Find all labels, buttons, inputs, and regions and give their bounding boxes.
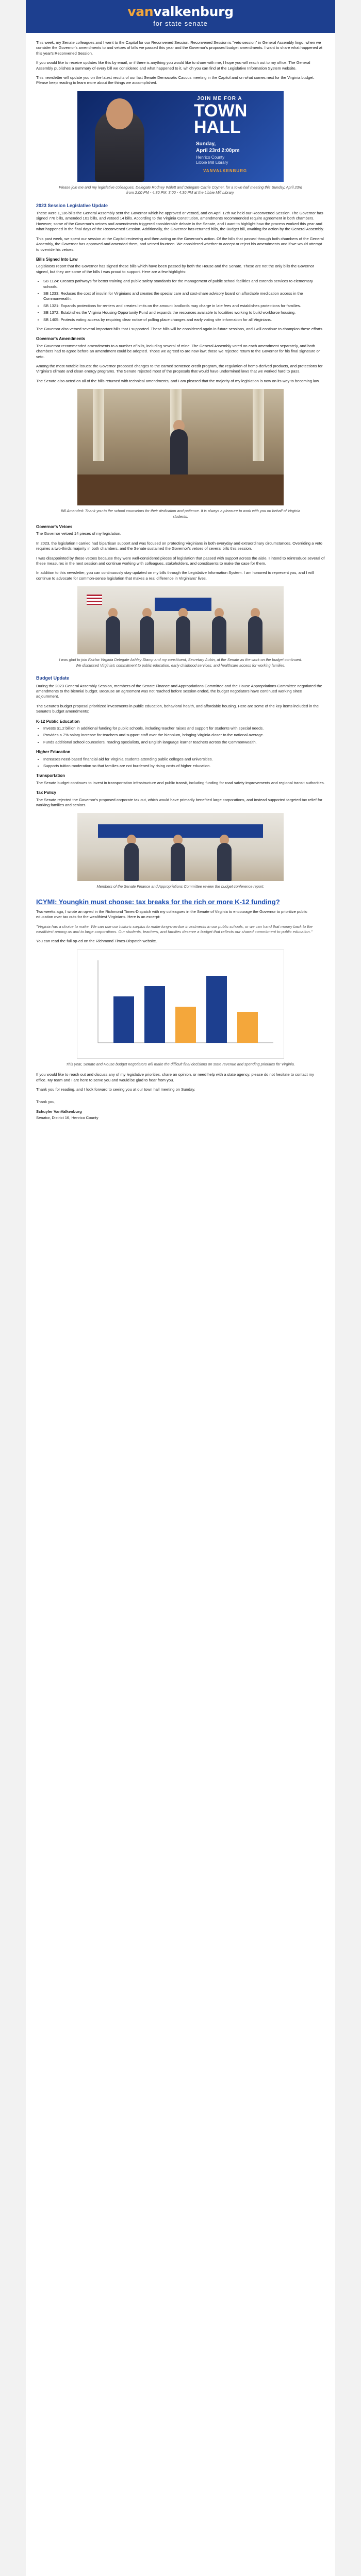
amendments-paragraph-1: The Governor recommended amendments to a number of bills, including several of mine. The General Assembly voted on each amendment separately, and both chambers had to agree before an amendment could be adopted. Those we agreed to are now law; those we rejected return to the Governor for his final signature or veto. (36, 343, 320, 359)
bills-list (36, 279, 325, 323)
meeting-photo-caption: I was glad to join Fairfax Virginia Delegate Ashley Stamp and my constituent, Secretary Aubin, at the Senate as the work on the budget continued. We discussed Virginia's commitment to public education, early childhood services, and healthcare access for working families. (59, 657, 302, 668)
senate-desk (77, 474, 284, 505)
flyer-title-line-1: TOWN (194, 100, 248, 121)
k12-list (36, 726, 325, 745)
flyer-date-time: April 23rd 2:00pm (196, 147, 240, 154)
flyer-date (196, 141, 239, 154)
flag-image (87, 595, 102, 605)
senator-photo-head (106, 98, 133, 129)
bill-item: • SB 1124: Creates pathways for better training and public safety standards for the management of public school facilities and extends services to elementary schools. (43, 279, 325, 290)
budget-heading: Budget Update (36, 675, 69, 681)
column-left (93, 389, 104, 461)
bill-item: • SB 1321: Expands protections for renters and creates limits on the amount landlords may charge in late fees and establishes protections for families. (43, 303, 325, 309)
k12-item: • Funds additional school counselors, reading specialists, and English language learner teachers across the Commonwealth. (43, 740, 325, 745)
signoff-name-text: Schuyler VanValkenburg (36, 1109, 82, 1114)
tax-paragraph: The Senate rejected the Governor's proposed corporate tax cut, which would have primarily benefited large corporations, and instead supported targeted tax relief for working families and seniors. (36, 797, 322, 807)
budget-paragraph-1: During the 2023 General Assembly Session, members of the Senate Finance and Appropriations Committee and the House Appropriations Committee negotiated the amendments to the biennial budget. Because an agreement was not reached before session ended, the budget negotiators have continued working since adjournment. (36, 683, 322, 699)
signoff-greeting: Thank you, (36, 1099, 56, 1105)
logo-van: van (127, 4, 154, 19)
vetoes-heading: Governor's Vetoes (36, 524, 73, 530)
closing-paragraph-2: Thank you for reading, and I look forward to seeing you at our town hall meeting on Sunday. (36, 1087, 195, 1092)
higher-ed-item: • Supports tuition moderation so that families are not burdened by rising costs of higher education. (43, 764, 325, 769)
transportation-heading: Transportation (36, 773, 65, 778)
icymi-quote: "Virginia has a choice to make. We can use our historic surplus to make long-overdue investments in our public schools, or we can hand that money back to the wealthiest among us and to large corporations. Our students, teachers, and families deserve a budget that reflects our shared commitment to public education." (36, 924, 313, 935)
bill-item: • SB 1372: Establishes the Virginia Housing Opportunity Fund and expands the resources available to localities working to build workforce housing. (43, 310, 325, 315)
flyer-title (194, 100, 248, 137)
flyer-brand: VANVALKENBURG (203, 168, 248, 173)
amendments-paragraph-3: The Senate also acted on all of the bills returned with technical amendments, and I am pleased that the majority of my legislation is now on its way to becoming law. (36, 378, 320, 383)
k12-heading: K-12 Public Education (36, 719, 80, 724)
campaign-tagline: for state senate (153, 20, 208, 27)
townhall-flyer-image[interactable] (77, 91, 284, 182)
person-figure (217, 843, 232, 881)
signoff-title: Senator, District 16, Henrico County (36, 1115, 99, 1121)
k12-item: • Invests $1.2 billion in additional funding for public schools, including teacher raises and support for students with special needs. (43, 726, 325, 731)
amendments-heading: Governor's Amendments (36, 336, 85, 342)
intro-paragraph-2: If you would like to receive updates like this by email, or if there is anything you would like to share with me, I hope you will reach out to my office. The General Assembly publishes a summary of every bill we considered and what happened to it, which you can find at the Legislative Information System website. (36, 60, 310, 71)
budget-chart-image[interactable] (77, 950, 284, 1059)
budget-photo-caption: Members of the Senate Finance and Appropriations Committee review the budget conference report. (96, 884, 265, 889)
email-sheet (26, 0, 335, 2576)
vetoes-paragraph-1: The Governor vetoed 14 pieces of my legislation. (36, 531, 122, 536)
flyer-location-venue: Libbie Mill Library (196, 160, 228, 165)
icymi-headline-link[interactable]: ICYMI: Youngkin must choose: tax breaks for the rich or more K-12 funding? (36, 897, 280, 906)
vetoes-paragraph-3: I was disappointed by these vetoes because they were well-considered pieces of legislation that passed with support across the aisle. I intend to reintroduce several of these measures in the next session and continue working with colleagues, stakeholders, and constituents to make the case for them. (36, 555, 325, 566)
person-figure (124, 843, 139, 881)
higher-ed-heading: Higher Education (36, 750, 71, 755)
budget-chart-graphic (77, 950, 284, 1058)
person-figure (170, 429, 188, 479)
session-paragraph-1: These were 1,136 bills the General Assembly sent the Governor which he approved or vetoed, and on April 12th we held our Reconvened Session. The Governor has signed 778 bills, amended 101 bills, and vetoed 14 bills. According to the Virginia Constitution, amendments recommended require agreement in both chambers. However, some of the Governor's vetoes and amendments triggered considerable debate in the Senate, and I want to highlight how the process worked this year and what happened in the final days of the Reconvened Session. Additionally, the Governor has returned bills, the Budget bill, awaiting for action by the General Assembly. (36, 211, 324, 232)
townhall-caption: Please join me and my legislative colleagues, Delegate Rodney Willett and Delegate Carrie Coyner, for a town hall meeting this Sunday, April 23rd from 2:00 PM - 4:30 PM, 3:00 - 4:30 PM at the Libbie Mill Library. (59, 184, 302, 195)
k12-item: • Provides a 7% salary increase for teachers and support staff over the biennium, bringing Virginia closer to the national average. (43, 733, 325, 738)
signoff-block (36, 1099, 325, 1121)
session-paragraph-2: This past week, we spent our session at the Capitol reviewing and then acting on the Governor's action. Of the bills that passed through both chambers of the General Assembly, the Governor has approved and amended them, and vetoed fourteen. We considered whether to accept or reject his amendments and if we would attempt to override his vetoes. (36, 236, 324, 252)
transportation-paragraph: The Senate budget continues to invest in transportation infrastructure and public transit, including funding for road safety improvements and regional transit authorities. (36, 780, 325, 785)
bills-closing: The Governor also vetoed several important bills that I supported. These bills will be considered again in future sessions, and I will continue to champion these efforts. (36, 326, 323, 331)
column-right (253, 389, 264, 461)
flyer-location (196, 155, 228, 165)
icymi-paragraph-3: You can read the full op-ed on the Richmond Times-Dispatch website. (36, 939, 157, 944)
flyer-location-county: Henrico County (196, 155, 225, 160)
email-content (26, 33, 335, 1121)
person-figure (140, 616, 154, 654)
email-header (26, 0, 335, 33)
person-figure (106, 616, 120, 654)
higher-ed-item: • Increases need-based financial aid for Virginia students attending public colleges and universities. (43, 757, 325, 762)
intro-paragraph-1: This week, my Senate colleagues and I went to the Capitol for our Reconvened Session. Reconvened Session is "veto session" in General Assembly lingo, when we consider the Governor's amendments to and vetoes of bills we passed this year and the Governor's proposed budget amendments. I want to share what happened at this year's Reconvened Session. (36, 40, 323, 56)
bills-intro: Legislators report that the Governor has signed these bills which have been passed by both the House and the Senate. These are not the only bills the Governor signed, but they are some of the bills I was proud to support. Here are a few highlights: (36, 264, 314, 274)
campaign-logo[interactable] (26, 5, 335, 19)
bill-item: • SB 1233: Reduces the cost of insulin for Virginians and creates the special care and cost-share advisory board on affordable medication access in the Commonwealth. (43, 291, 325, 302)
meeting-room-photo[interactable] (77, 586, 284, 654)
bill-item: • SB 1405: Protects voting access by requiring clear notice of polling place changes and early voting site information for all Virginians. (43, 317, 325, 323)
person-figure (212, 616, 226, 654)
session-heading: 2023 Session Legislative Update (36, 202, 108, 208)
higher-ed-list (36, 757, 325, 769)
logo-name: valkenburg (153, 4, 234, 19)
bills-heading: Bills Signed Into Law (36, 257, 78, 262)
flyer-date-day: Sunday, (196, 141, 216, 147)
person-figure (248, 616, 262, 654)
signoff-name (36, 1109, 325, 1114)
vetoes-paragraph-4: In addition to this newsletter, you can continuously stay updated on my bills through the Legislative Information System. I am honored to represent you, and I will continue to advocate for common-sense legislation that makes a real difference in Virginians' lives. (36, 570, 314, 581)
chart-caption: This year, Senate and House budget negotiators will make the difficult final decisions on state revenue and spending priorities for Virginia. (65, 1061, 296, 1066)
person-figure (171, 843, 185, 881)
vetoes-paragraph-2: In 2023, the legislation I carried had bipartisan support and was focused on protecting Virginians in both everyday and extraordinary circumstances. Overriding a veto requires a two-thirds majority in both chambers, and the Senate sustained the Governor's vetoes of several bills this session. (36, 540, 322, 551)
intro-paragraph-3: This newsletter will update you on the latest results of our last Senate Democratic Caucus meeting in the Capitol and on what comes next for the Virginia budget. Please keep reading to learn more about the things we accomplished. (36, 75, 315, 86)
closing-paragraph-1: If you would like to reach out and discuss any of my legislative priorities, share an opinion, or need help with a state agency, please do not hesitate to contact my office. My team and I are here to serve you and would be glad to hear from you. (36, 1072, 314, 1082)
flyer-kicker: JOIN ME FOR A (197, 95, 242, 101)
senate-photo-caption: Bill Amended: Thank you to the school counselors for their dedication and patience. It is always a pleasure to work with you on behalf of Virginia students. (60, 509, 301, 519)
budget-paragraph-2: The Senate's budget proposal prioritized investments in public education, behavioral health, and affordable housing. Here are some of the key items included in the Senate's budget amendments: (36, 703, 319, 714)
budget-committee-photo[interactable] (77, 813, 284, 881)
flyer-title-line-2: HALL (194, 117, 241, 137)
senate-floor-photo[interactable] (77, 389, 284, 505)
icymi-paragraph-1: Two weeks ago, I wrote an op-ed in the Richmond Times-Dispatch with my colleagues in the Senate of Virginia to encourage the Governor to prioritize public education over tax cuts for the wealthiest Virginians. Here is an excerpt: (36, 909, 307, 920)
tax-heading: Tax Policy (36, 790, 56, 795)
person-figure (176, 616, 190, 654)
amendments-paragraph-2: Among the most notable issues: the Governor proposed changes to the earned sentence credit program, the regulation of hemp-derived products, and protections for Virginia's climate and clean energy programs. The Senate rejected most of the proposals that would have undermined laws that we worked hard to pass. (36, 364, 323, 374)
